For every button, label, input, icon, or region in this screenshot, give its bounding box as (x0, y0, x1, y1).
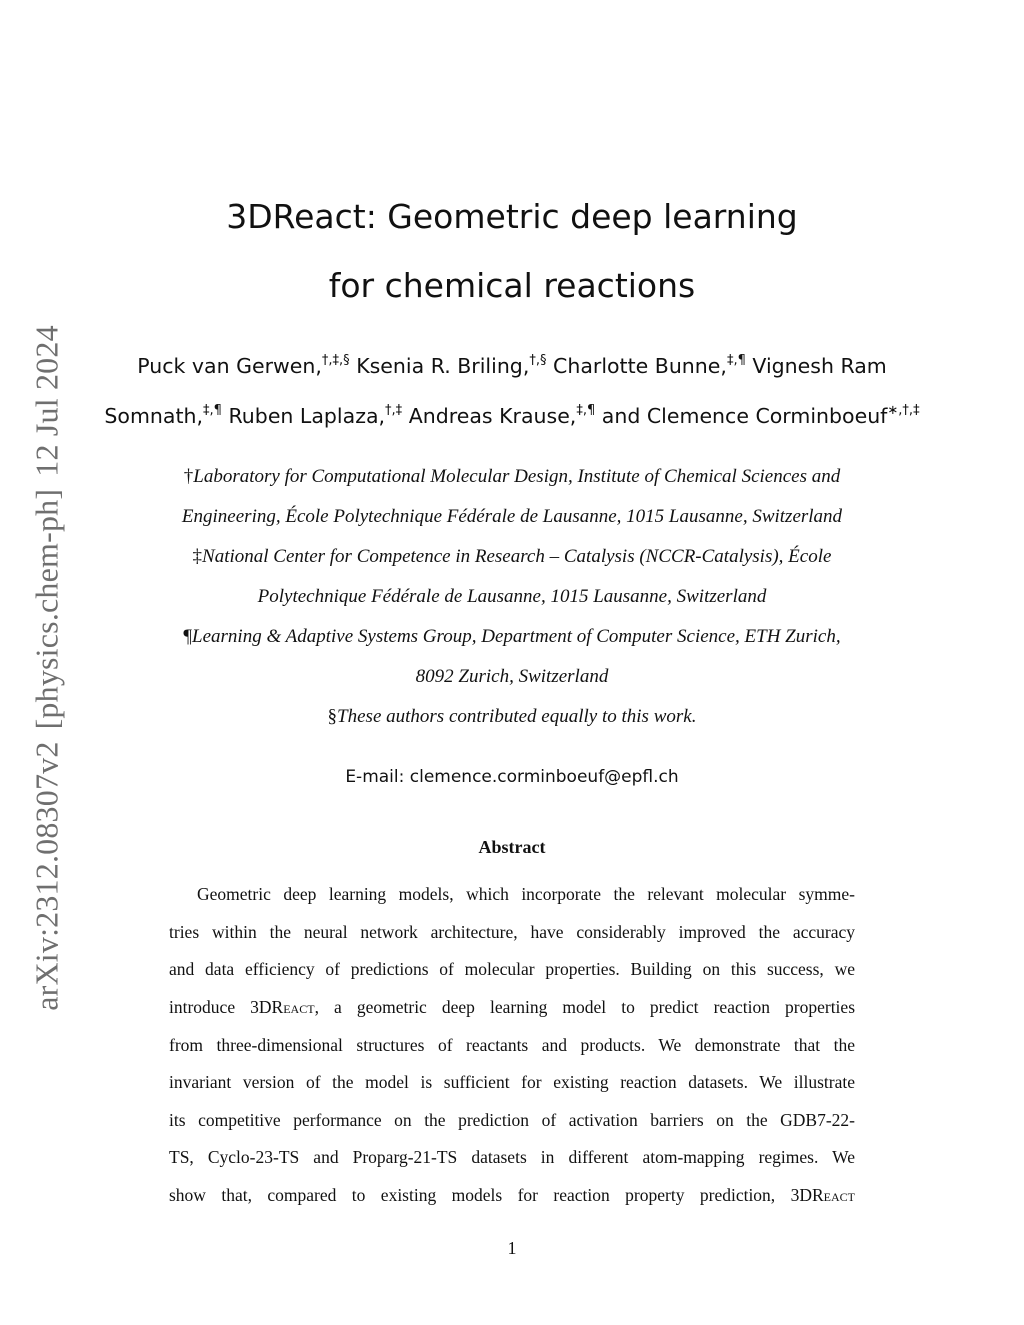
affiliation-1-line-1 (0, 466, 1024, 488)
author-name: Andreas Krause, (408, 404, 577, 428)
page-number: 1 (507, 1238, 517, 1258)
affiliation-symbol: ¶ (183, 626, 193, 647)
affiliation-text: These authors contributed equally to this work. (337, 706, 697, 727)
abstract-line: Geometric deep learning models, which incorporate the relevant molecular symme- (197, 884, 855, 904)
author-name: and Clemence Corminboeuf (601, 404, 888, 428)
author-name: Puck van Gerwen, (137, 354, 322, 378)
affiliation-text: National Center for Competence in Research – Catalysis (NCCR-Catalysis), École (202, 546, 832, 567)
author-list-line-2 (0, 404, 1024, 428)
author-affiliation-marks: ∗,†,‡ (887, 403, 920, 418)
abstract-line: from three-dimensional structures of reactants and products. We demonstrate that the (169, 1035, 855, 1055)
affiliation-3-line-1 (0, 626, 1024, 648)
arxiv-date: 12 Jul 2024 (28, 325, 65, 477)
author-affiliation-marks: †,‡,§ (321, 353, 350, 368)
affiliation-text: Laboratory for Computational Molecular Design, Institute of Chemical Sciences and (193, 466, 841, 487)
model-name: 3DReact (790, 1185, 855, 1205)
paper-title-line-2: for chemical reactions (328, 266, 696, 305)
affiliation-text: Learning & Adaptive Systems Group, Department of Computer Science, ETH Zurich, (192, 626, 841, 647)
author-name: Ksenia R. Briling, (356, 354, 530, 378)
paper-title-line-1: 3DReact: Geometric deep learning (226, 197, 798, 236)
author-affiliation-marks: ‡,¶ (203, 403, 222, 418)
affiliation-3-line-2: 8092 Zurich, Switzerland (415, 666, 609, 687)
corresponding-email[interactable]: E-mail: clemence.corminboeuf@epfl.ch (345, 767, 679, 787)
author-affiliation-marks: ‡,¶ (726, 353, 746, 368)
affiliation-symbol: † (183, 466, 194, 487)
author-list-line-1 (0, 354, 1024, 378)
abstract-line: tries within the neural network architecture, have considerably improved the accuracy (169, 922, 855, 942)
affiliation-1-line-2: Engineering, École Polytechnique Fédérale de Lausanne, 1015 Lausanne, Switzerland (181, 506, 843, 527)
affiliation-symbol: § (327, 706, 338, 727)
abstract-text: introduce (169, 997, 251, 1017)
author-affiliation-marks: †,§ (529, 353, 547, 368)
author-name: Ruben Laplaza, (228, 404, 386, 428)
abstract-heading: Abstract (478, 837, 546, 857)
author-affiliation-marks: ‡,¶ (576, 403, 596, 418)
abstract-text: , a geometric deep learning model to predict reaction properties (314, 997, 855, 1017)
model-name: 3DReact (250, 997, 315, 1017)
affiliation-symbol: ‡ (192, 546, 203, 567)
abstract-line: its competitive performance on the prediction of activation barriers on the GDB7-22- (169, 1110, 855, 1130)
abstract-line (169, 997, 855, 1018)
abstract-line: and data efficiency of predictions of molecular properties. Building on this success, we (169, 959, 855, 979)
equal-contribution-note (0, 706, 1024, 728)
arxiv-id: arXiv:2312.08307v2 (28, 741, 65, 1011)
author-name: Charlotte Bunne, (553, 354, 727, 378)
affiliation-2-line-1 (0, 546, 1024, 568)
arxiv-category: [physics.chem-ph] (28, 488, 65, 730)
abstract-line: TS, Cyclo-23-TS and Proparg-21-TS datasets in different atom-mapping regimes. We (169, 1147, 855, 1167)
author-affiliation-marks: †,‡ (385, 403, 403, 418)
abstract-line (169, 1185, 855, 1206)
author-name-part-2: Somnath, (104, 404, 204, 428)
author-name-part-1: Vignesh Ram (752, 354, 887, 378)
abstract-text: show that, compared to existing models for reaction property prediction, (169, 1185, 791, 1205)
affiliation-2-line-2: Polytechnique Fédérale de Lausanne, 1015 Lausanne, Switzerland (257, 586, 767, 607)
abstract-line: invariant version of the model is sufficient for existing reaction datasets. We illustrate (169, 1072, 855, 1092)
